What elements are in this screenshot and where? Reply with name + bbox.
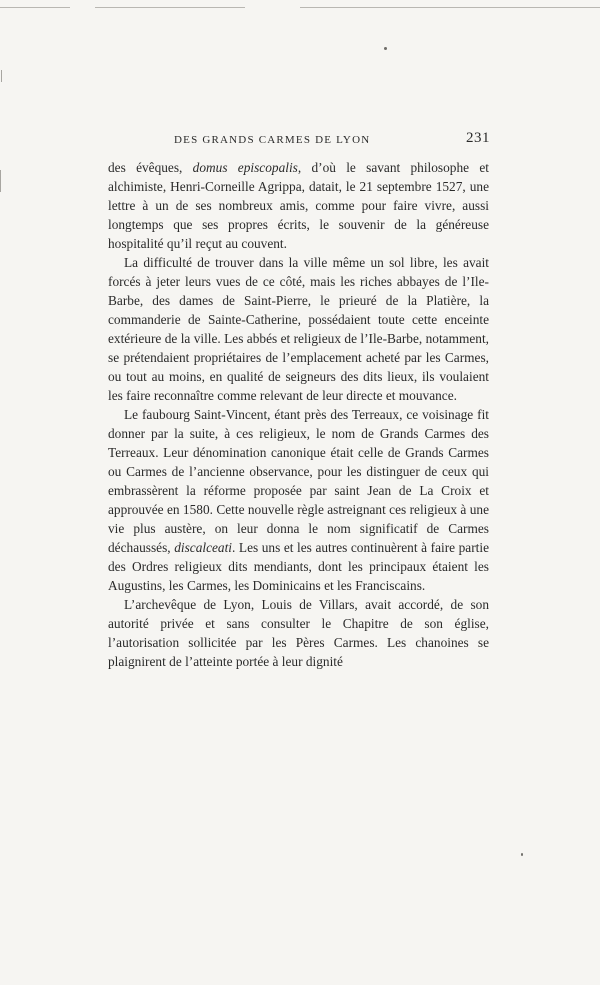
scan-speck: [384, 47, 387, 50]
text-run: , d’où le savant philosophe et alchimiste, Henri-Corneille Agrippa, datait, le 21 septembre 1527, une lettre à un de ses nombreux amis, comme pour faire vivre, aussi longtemps que ses propres écrits, le souvenir de la généreuse hospitalité qu’il reçut au couvent.: [108, 160, 489, 251]
running-title: DES GRANDS CARMES DE LYON: [174, 134, 371, 146]
italic-term: discalceati: [174, 540, 233, 555]
text-run: Le faubourg Saint-Vincent, étant près des Terreaux, ce voisinage fit donner par la suite, à ces religieux, le nom de Grands Carmes des Terreaux. Leur dénomination canonique était celle de Grands Carmes ou Carmes de l’ancienne observance, pour les distinguer de ceux qui embrassèrent la réforme proposée par saint Jean de La Croix et approuvée en 1580. Cette nouvelle règle astreignant ces religieux à une vie plus austère, on leur donna le nom significatif de Carmes déchaussés,: [108, 407, 489, 555]
scan-speck-lower: [521, 853, 523, 856]
text-run: L’archevêque de Lyon, Louis de Villars, avait accordé, de son autorité privée et sans consulter le Chapitre de son église, l’autorisation sollicitée par les Pères Carmes. Les chanoines se plaignirent de l’atteinte portée à leur dignité: [108, 597, 489, 669]
left-edge-mark-lower: [1, 70, 2, 82]
paragraph-2: [108, 253, 489, 405]
page-number: 231: [466, 130, 490, 146]
top-scan-rule-left: [0, 7, 70, 8]
top-scan-rule-right: [300, 7, 600, 8]
text-run: des évêques,: [108, 160, 193, 175]
body-text: [108, 158, 489, 671]
paragraph-1: [108, 158, 489, 253]
paragraph-3: [108, 405, 489, 595]
paragraph-4: [108, 595, 489, 671]
text-run: . Les uns et les autres continuèrent à faire partie des Ordres religieux dits mendiants, dont les principaux étaient les Augustins, les Carmes, les Dominicains et les Franciscains.: [108, 540, 490, 593]
italic-term: domus episcopalis: [192, 160, 298, 175]
top-scan-rule-middle: [95, 7, 245, 8]
left-edge-mark: [0, 170, 1, 192]
text-run: La difficulté de trouver dans la ville même un sol libre, les avait forcés à jeter leurs vues de ce côté, mais les riches abbayes de l’Ile-Barbe, des dames de Saint-Pierre, le prieuré de la Platière, la commanderie de Sainte-Catherine, possédaient toute cette enceinte extérieure de la ville. Les abbés et religieux de l’Ile-Barbe, notamment, se prétendaient propriétaires de l’emplacement acheté par les Carmes, ou tout au moins, en qualité de seigneurs des dits lieux, ils voulaient les faire reconnaître comme relevant de leur directe et mouvance.: [108, 255, 489, 403]
